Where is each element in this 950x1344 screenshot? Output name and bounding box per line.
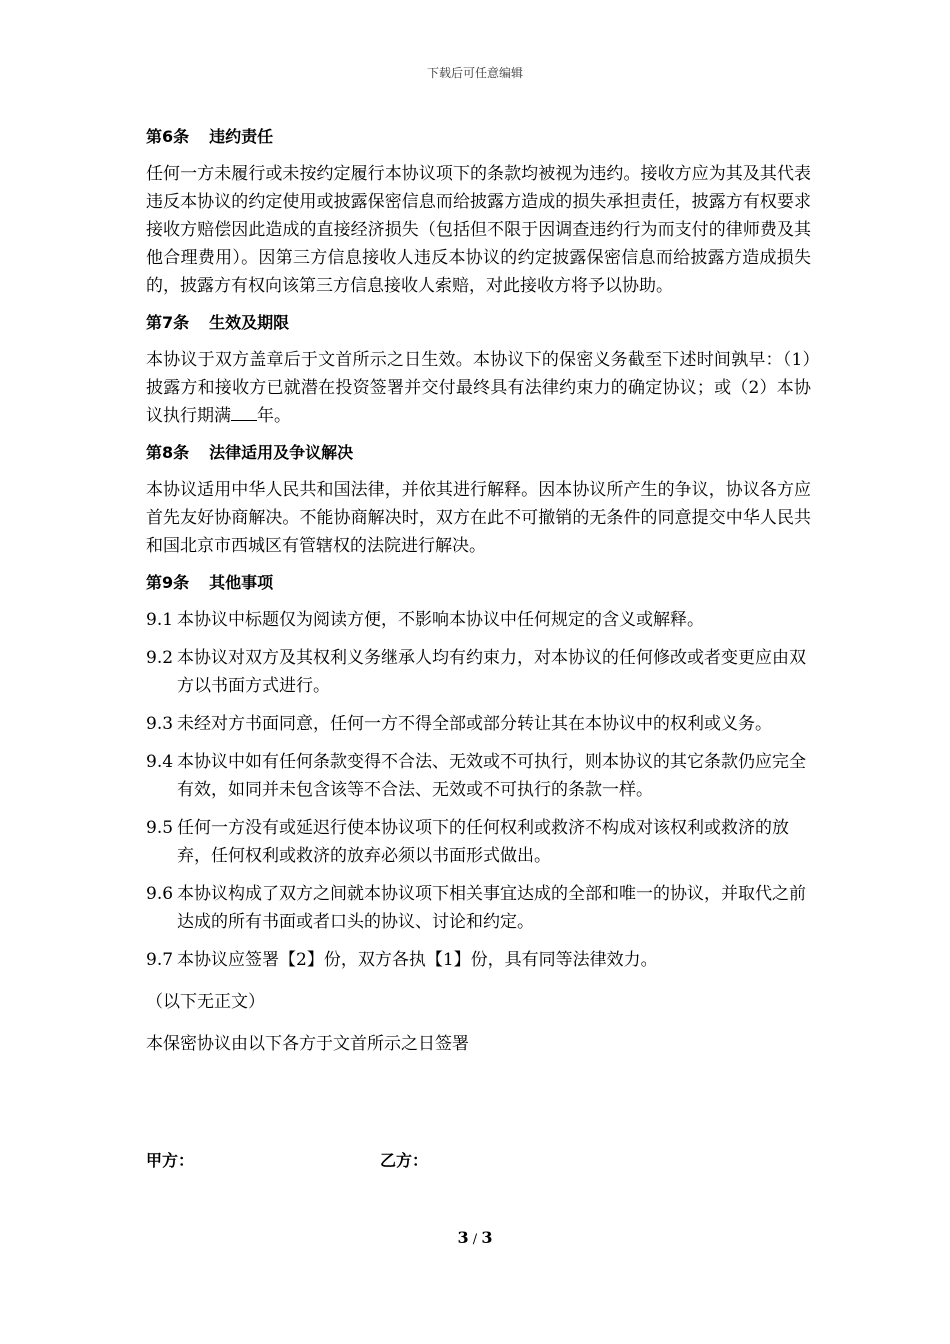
section-7-body-text: 本协议于双方盖章后于文首所示之日生效。本协议下的保密义务截至下述时间孰早：（1）披露方和接收方已就潜在投资签署并交付最终具有法律约束力的确定协议；或（2）本协议执行期满	[146, 350, 811, 426]
section-8-body: 本协议适用中华人民共和国法律，并依其进行解释。因本协议所产生的争议，协议各方应首先友好协商解决。不能协商解决时，双方在此不可撤销的无条件的同意提交中华人民共和国北京市西城区有管辖权的法院进行解决。	[146, 480, 811, 556]
clause-number: 9.3	[146, 714, 174, 734]
section-7-title: 生效及期限	[209, 313, 290, 332]
section-6-number: 第6条	[146, 127, 190, 146]
clause-number: 9.2	[146, 648, 174, 668]
section-7-body	[146, 346, 811, 430]
document-body	[146, 124, 811, 1068]
clause-text: 本协议对双方及其权利义务继承人均有约束力，对本协议的任何修改或者变更应由双方以书面方式进行。	[177, 648, 806, 696]
section-6-heading	[146, 124, 811, 150]
signing-note: 本保密协议由以下各方于文首所示之日签署	[146, 1034, 469, 1054]
section-6-title: 违约责任	[209, 127, 274, 146]
clause-item	[146, 644, 811, 700]
clause-number: 9.1	[146, 610, 174, 630]
term-years-blank	[231, 402, 257, 421]
clause-number: 9.4	[146, 752, 174, 772]
clause-item	[146, 946, 811, 974]
section-7-body-end: 年。	[257, 406, 291, 426]
section-8-number: 第8条	[146, 443, 190, 462]
clause-item	[146, 606, 811, 634]
clause-text: 未经对方书面同意，任何一方不得全部或部分转让其在本协议中的权利或义务。	[177, 714, 772, 734]
clause-number: 9.5	[146, 818, 174, 838]
section-7-heading	[146, 310, 811, 336]
page-header: 下载后可任意编辑	[426, 66, 523, 80]
clause-text: 本协议中标题仅为阅读方便，不影响本协议中任何规定的含义或解释。	[177, 610, 704, 630]
total-pages: 3	[481, 1228, 493, 1247]
clause-item	[146, 748, 811, 804]
clause-item	[146, 880, 811, 936]
clause-text: 本协议中如有任何条款变得不合法、无效或不可执行，则本协议的其它条款仍应完全有效，如同并未包含该等不合法、无效或不可执行的条款一样。	[177, 752, 806, 800]
party-b-signature-label: 乙方：	[380, 1151, 429, 1170]
clause-text: 本协议构成了双方之间就本协议项下相关事宜达成的全部和唯一的协议，并取代之前达成的所有书面或者口头的协议、讨论和约定。	[177, 884, 806, 932]
clause-text: 任何一方没有或延迟行使本协议项下的任何权利或救济不构成对该权利或救济的放弃，任何权利或救济的放弃必须以书面形式做出。	[177, 818, 789, 866]
section-8-title: 法律适用及争议解决	[209, 443, 354, 462]
party-a-signature-label: 甲方：	[146, 1151, 195, 1170]
section-6-body: 任何一方未履行或未按约定履行本协议项下的条款均被视为违约。接收方应为其及其代表违反本协议的约定使用或披露保密信息而给披露方造成的损失承担责任，披露方有权要求接收方赔偿因此造成的直接经济损失（包括但不限于因调查违约行为而支付的律师费及其他合理费用）。因第三方信息接收人违反本协议的约定披露保密信息而给披露方造成损失的，披露方有权向该第三方信息接收人索赔，对此接收方将予以协助。	[146, 164, 811, 296]
page-number	[0, 1228, 950, 1247]
clause-number: 9.6	[146, 884, 174, 904]
no-more-text-note: （以下无正文）	[146, 992, 265, 1012]
clause-number: 9.7	[146, 950, 174, 970]
current-page: 3	[457, 1228, 469, 1247]
section-9-title: 其他事项	[209, 573, 274, 592]
page-separator: /	[472, 1232, 478, 1247]
section-9-number: 第9条	[146, 573, 190, 592]
section-9-heading	[146, 570, 811, 596]
clause-text: 本协议应签署【2】份，双方各执【1】份，具有同等法律效力。	[177, 950, 658, 970]
clause-item	[146, 710, 811, 738]
section-7-number: 第7条	[146, 313, 190, 332]
section-8-heading	[146, 440, 811, 466]
clause-item	[146, 814, 811, 870]
